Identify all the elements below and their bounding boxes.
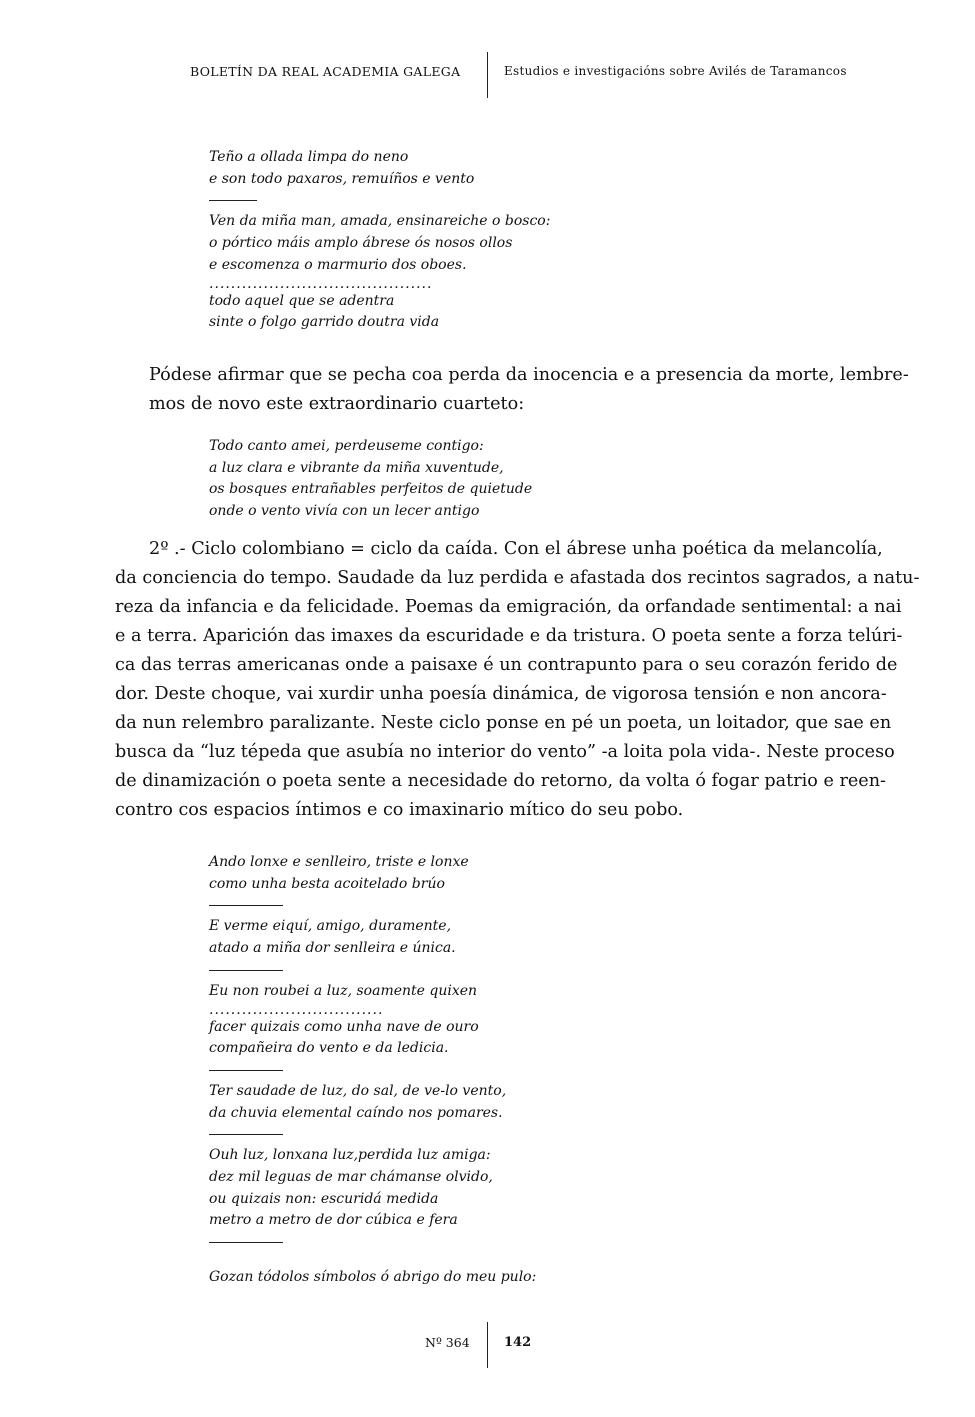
issue-number: Nº 364 (425, 1335, 470, 1350)
verse-line: Gozan tódolos símbolos ó abrigo do meu pulo: (209, 1269, 537, 1285)
verse-line: como unha besta acoitelado brúo (209, 875, 445, 892)
verse-line: E verme eiquí, amigo, duramente, (209, 918, 452, 935)
verse-line: e son todo paxaros, remuíños e vento (209, 170, 475, 187)
text-line: reza da infancia e da felicidade. Poemas da emigración, da orfandade sentimental: a nai (115, 597, 902, 617)
text-line: da conciencia do tempo. Saudade da luz perdida e afastada dos recintos sagrados, a natu- (115, 568, 920, 588)
verse-line: da chuvia elemental caíndo nos pomares. (209, 1104, 503, 1121)
verse-line: atado a miña dor senlleira e única. (209, 940, 456, 957)
verse-line: ou quizais non: escuridá medida (209, 1190, 439, 1207)
text-line: contro cos espacios íntimos e co imaxinario mítico do seu pobo. (115, 800, 684, 820)
header-divider (487, 52, 488, 98)
verse-line: Eu non roubei a luz, soamente quixen (209, 982, 478, 999)
ellipsis-line: ......................................... (209, 276, 433, 291)
verse-separator-rule (209, 1070, 283, 1071)
verse-line: o pórtico máis amplo ábrese ós nosos ollos (209, 235, 513, 252)
text-line: e a terra. Aparición das imaxes da escuridade e da tristura. O poeta sente a forza telúri- (115, 626, 903, 646)
verse-separator-rule (209, 200, 257, 201)
verse-line: onde o vento vivía con un lecer antigo (209, 503, 480, 520)
verse-line: facer quizais como unha nave de ouro (209, 1018, 479, 1035)
ellipsis-line: ................................ (209, 1002, 384, 1017)
text-line: de dinamización o poeta sente a necesidade do retorno, da volta ó fogar patrio e reen- (115, 771, 886, 791)
text-line: da nun relembro paralizante. Neste ciclo ponse en pé un poeta, un loitador, que sae en (115, 713, 892, 733)
verse-line: todo aquel que se adentra (209, 292, 395, 309)
poem-excerpt-3 (209, 852, 506, 1253)
poem-excerpt-2 (209, 436, 532, 523)
text-line: mos de novo este extraordinario cuarteto: (149, 394, 525, 414)
verse-line: Teño a ollada limpa do neno (209, 149, 409, 165)
verse-line: sinte o folgo garrido doutra vida (209, 314, 440, 331)
verse-line: a luz clara e vibrante da miña xuventude, (209, 459, 504, 476)
verse-line: Ter saudade de luz, do sal, de ve-lo vento, (209, 1082, 507, 1099)
section-title: Estudios e investigacións sobre Avilés de Taramancos (504, 64, 847, 78)
verse-line: compañeira do vento e da ledicia. (209, 1040, 449, 1057)
verse-line: e escomenza o marmurio dos oboes. (209, 256, 467, 273)
text-line: 2º .- Ciclo colombiano = ciclo da caída. Con el ábrese unha poética da melancolía, (149, 539, 883, 559)
text-line: Pódese afirmar que se pecha coa perda da inocencia e a presencia da morte, lembre- (149, 365, 909, 385)
verse-line: dez mil leguas de mar chámanse olvido, (209, 1169, 493, 1186)
poem-excerpt-1 (209, 147, 550, 334)
paragraph-1 (115, 361, 909, 419)
verse-line: Ando lonxe e senlleiro, triste e lonxe (209, 854, 469, 870)
verse-line: metro a metro de dor cúbica e fera (209, 1212, 458, 1229)
verse-line: os bosques entrañables perfeitos de quietude (209, 481, 533, 498)
journal-title: BOLETÍN DA REAL ACADEMIA GALEGA (190, 64, 461, 79)
verse-line: Ouh luz, lonxana luz,perdida luz amiga: (209, 1147, 491, 1164)
verse-line: Ven da miña man, amada, ensinareiche o bosco: (209, 213, 551, 230)
footer-divider (487, 1322, 488, 1368)
paragraph-2 (115, 535, 920, 825)
verse-separator-rule (209, 1242, 283, 1243)
page-number: 142 (504, 1335, 532, 1350)
verse-separator-rule (209, 1134, 283, 1135)
verse-separator-rule (209, 905, 283, 906)
text-line: ca das terras americanas onde a paisaxe é un contrapunto para o seu corazón ferido de (115, 655, 898, 675)
verse-separator-rule (209, 970, 283, 971)
text-line: busca da “luz tépeda que asubía no interior do vento” -a loita pola vida-. Neste proceso (115, 742, 895, 762)
verse-line: Todo canto amei, perdeuseme contigo: (209, 438, 484, 454)
text-line: dor. Deste choque, vai xurdir unha poesía dinámica, de vigorosa tensión e non ancora- (115, 684, 887, 704)
poem-excerpt-4 (209, 1267, 536, 1289)
